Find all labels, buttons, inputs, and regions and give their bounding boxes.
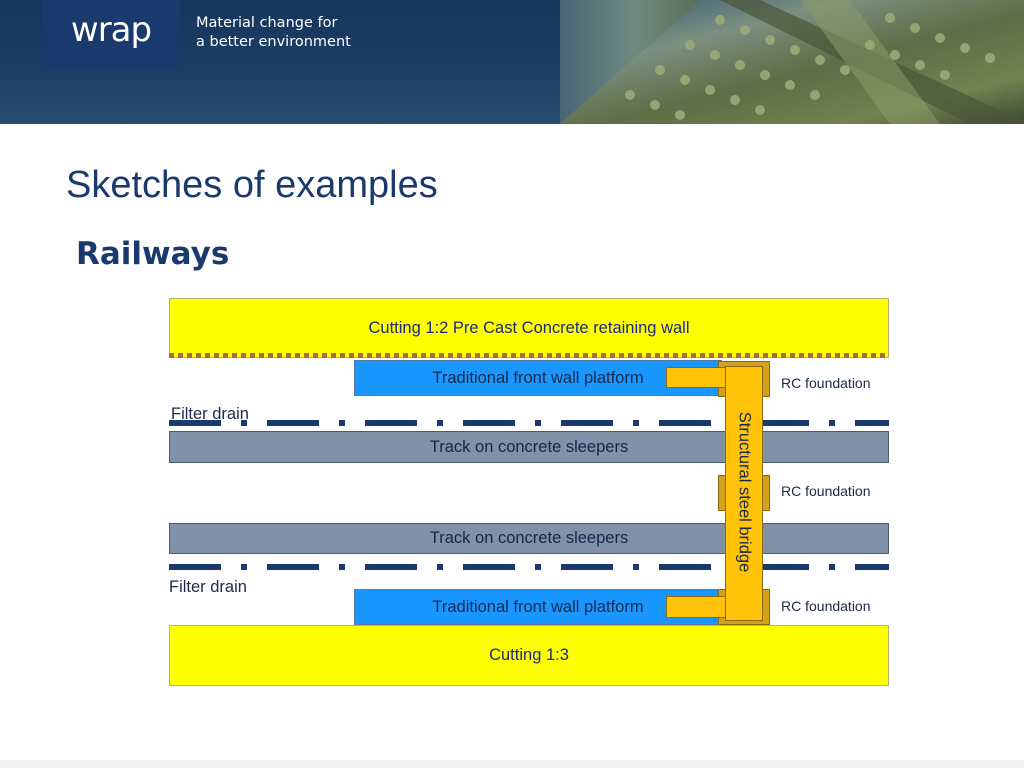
steel-bridge-photo [470, 0, 1024, 124]
bridge-beam-top [666, 367, 726, 388]
slide-title: Sketches of examples [66, 164, 438, 206]
rc-foundation-label-3: RC foundation [781, 598, 871, 614]
cutting-slope: Cutting 1:3 [169, 625, 889, 686]
retaining-wall-edge [169, 353, 889, 358]
platform-top: Traditional front wall platform [354, 360, 722, 396]
platform-bottom: Traditional front wall platform [354, 589, 722, 625]
footer-rule [0, 760, 1024, 768]
bridge-label: Structural steel bridge [735, 411, 754, 573]
filter-drain-line-top [169, 420, 889, 426]
cutting-retaining-wall: Cutting 1:2 Pre Cast Concrete retaining wall [169, 298, 889, 358]
rc-foundation-label-1: RC foundation [781, 375, 871, 391]
bridge-beam-bottom [666, 596, 726, 618]
header-banner [0, 0, 1024, 124]
tagline-line-2: a better environment [196, 34, 351, 50]
rc-foundation-label-2: RC foundation [781, 483, 871, 499]
filter-drain-label-bottom: Filter drain [169, 578, 247, 596]
wrap-logo[interactable] [42, 0, 180, 69]
filter-drain-line-bottom [169, 564, 889, 570]
logo-wordmark: wrap [70, 10, 152, 50]
tagline [196, 14, 351, 52]
track-2: Track on concrete sleepers [169, 523, 889, 554]
slide-subtitle: Railways [76, 236, 230, 272]
filter-drain-label-top: Filter drain [171, 405, 249, 423]
track-1: Track on concrete sleepers [169, 431, 889, 463]
tagline-line-1: Material change for [196, 15, 338, 31]
